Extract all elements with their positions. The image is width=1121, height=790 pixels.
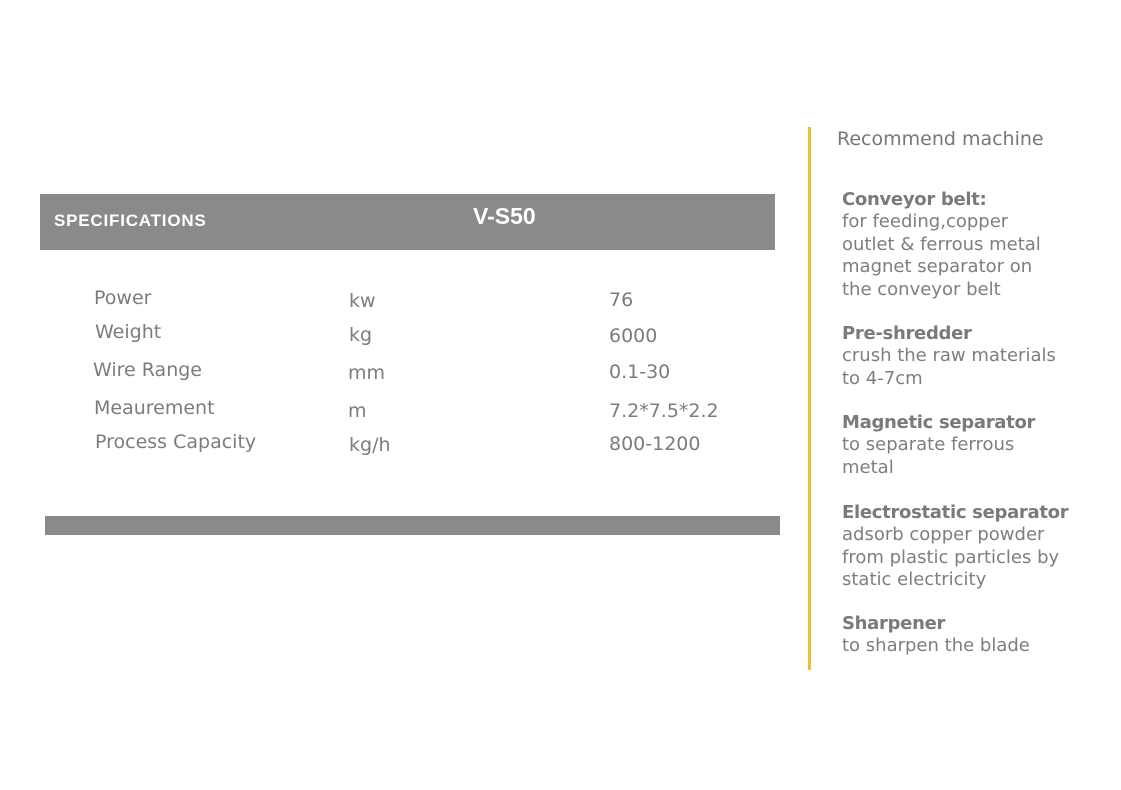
specifications-footer-bar bbox=[45, 516, 780, 535]
description-line: outlet & ferrous metal bbox=[842, 233, 1041, 255]
machine-name: Conveyor belt: bbox=[842, 189, 987, 210]
spec-name: Power bbox=[94, 287, 152, 309]
description-line: adsorb copper powder bbox=[842, 524, 1045, 545]
description-line: metal bbox=[842, 456, 894, 478]
spec-value: 0.1-30 bbox=[609, 361, 671, 383]
recommend-heading: Recommend machine bbox=[837, 128, 1044, 150]
machine-name: Magnetic separator bbox=[842, 412, 1036, 433]
spec-unit: kw bbox=[349, 290, 376, 312]
spec-name: Wire Range bbox=[93, 359, 202, 381]
spec-name: Meaurement bbox=[94, 397, 215, 419]
machine-description bbox=[842, 345, 1112, 390]
spec-unit: m bbox=[348, 400, 367, 422]
spec-value: 800-1200 bbox=[609, 433, 701, 455]
spec-name: Process Capacity bbox=[95, 431, 257, 453]
spec-value: 7.2*7.5*2.2 bbox=[609, 400, 719, 422]
description-line: static electricity bbox=[842, 569, 987, 590]
spec-unit: mm bbox=[348, 362, 386, 384]
description-line: to separate ferrous bbox=[842, 434, 1015, 455]
machine-item-sharpener bbox=[842, 613, 1112, 658]
machine-name: Pre-shredder bbox=[842, 323, 972, 344]
description-line: to sharpen the blade bbox=[842, 635, 1030, 656]
spec-value: 6000 bbox=[609, 325, 658, 347]
machine-item-pre-shredder bbox=[842, 323, 1112, 390]
spec-unit: kg/h bbox=[349, 434, 391, 456]
machine-item-electrostatic-separator bbox=[842, 502, 1112, 592]
description-line: the conveyor belt bbox=[842, 278, 1001, 300]
spec-name: Weight bbox=[95, 321, 162, 343]
machine-description bbox=[842, 524, 1112, 592]
machine-name: Sharpener bbox=[842, 613, 946, 634]
accent-divider-line bbox=[808, 127, 811, 670]
machine-name: Electrostatic separator bbox=[842, 502, 1069, 523]
machine-description bbox=[842, 635, 1112, 658]
machine-item-conveyor-belt bbox=[842, 189, 1112, 301]
model-name: V-S50 bbox=[473, 203, 536, 229]
description-line: crush the raw materials bbox=[842, 345, 1056, 366]
spec-value: 76 bbox=[609, 289, 634, 311]
machine-description bbox=[842, 434, 1112, 479]
specifications-heading: SPECIFICATIONS bbox=[54, 211, 207, 230]
spec-unit: kg bbox=[349, 324, 373, 346]
description-line: for feeding,copper bbox=[842, 211, 1009, 232]
description-line: magnet separator on bbox=[842, 256, 1033, 277]
machine-item-magnetic-separator bbox=[842, 412, 1112, 479]
machine-description bbox=[842, 211, 1112, 301]
description-line: to 4-7cm bbox=[842, 367, 923, 389]
specifications-table bbox=[0, 0, 800, 500]
description-line: from plastic particles by bbox=[842, 546, 1060, 568]
